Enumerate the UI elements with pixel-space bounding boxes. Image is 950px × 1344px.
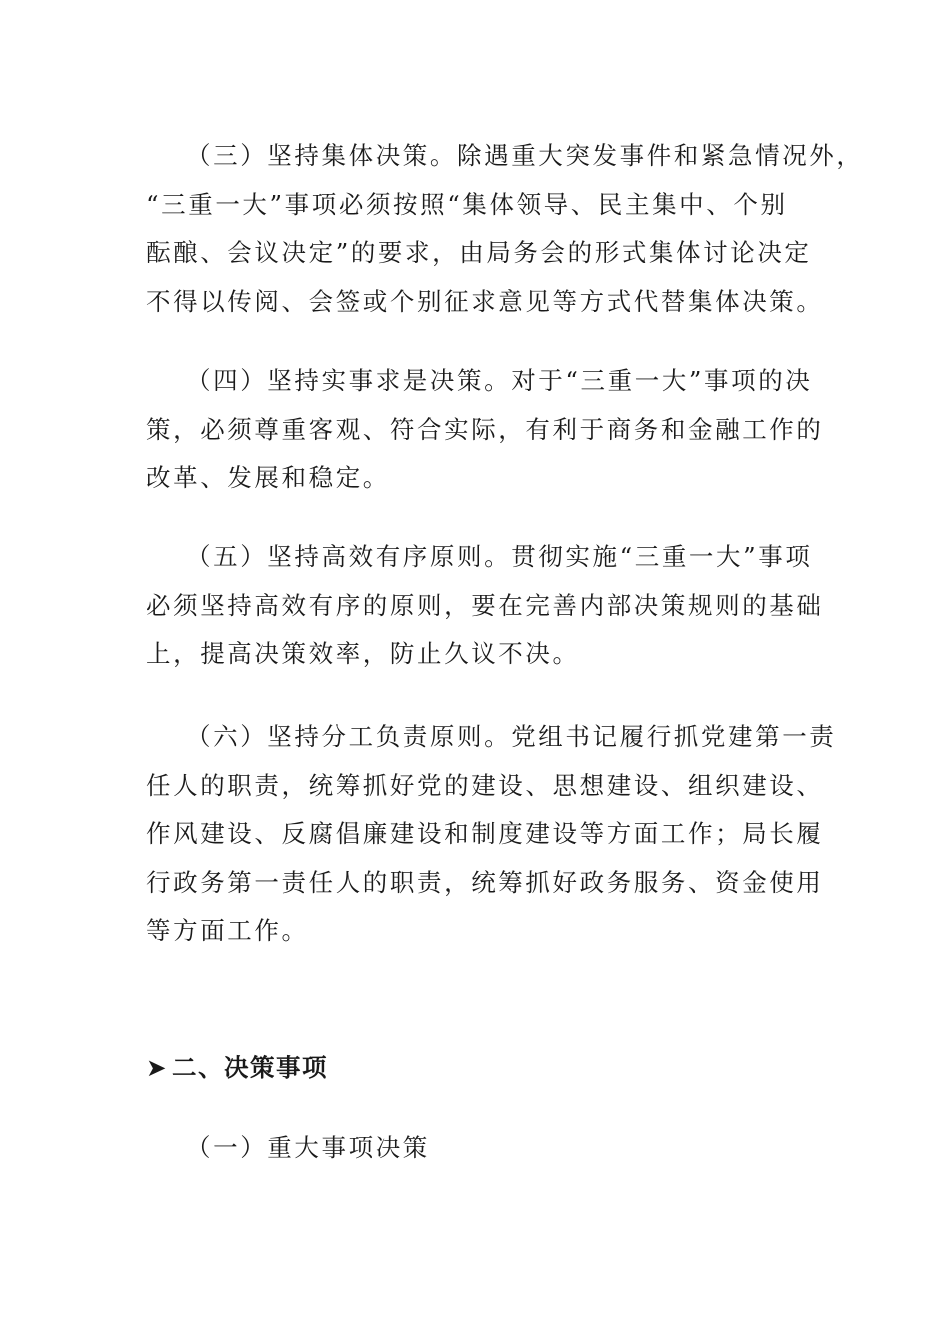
paragraph-efficient-orderly — [146, 533, 824, 679]
section-heading-text: 二、决策事项 — [172, 1053, 329, 1082]
arrow-bullet-icon: ➤ — [146, 1053, 169, 1082]
paragraph-line: 上，提高决策效率，防止久议不决。 — [146, 639, 580, 668]
paragraph-seek-truth — [146, 357, 824, 503]
section-heading — [146, 1048, 328, 1088]
paragraph-line: 必须坚持高效有序的原则，要在完善内部决策规则的基础 — [146, 590, 824, 620]
paragraph-line: 酝酿、会议决定”的要求，由局务会的形式集体讨论决定 — [146, 238, 812, 267]
paragraph-line: 行政务第一责任人的职责，统筹抓好政务服务、资金使用 — [146, 867, 824, 897]
paragraph-line: （四）坚持实事求是决策。对于“三重一大”事项的决 — [186, 366, 813, 395]
paragraph-line: （三）坚持集体决策。除遇重大突发事件和紧急情况外， — [186, 141, 864, 170]
paragraph-line: 任人的职责，统筹抓好党的建设、思想建设、组织建设、 — [146, 770, 824, 800]
paragraph-line: （五）坚持高效有序原则。贯彻实施“三重一大”事项 — [186, 542, 813, 571]
paragraph-collective-decision — [146, 132, 864, 326]
paragraph-line: 作风建设、反腐倡廉建设和制度建设等方面工作；局长履 — [146, 819, 824, 848]
paragraph-line: 等方面工作。 — [146, 916, 309, 945]
paragraph-line: （六）坚持分工负责原则。党组书记履行抓党建第一责 — [186, 722, 837, 751]
paragraph-line: 不得以传阅、会签或个别征求意见等方式代替集体决策。 — [146, 286, 824, 316]
subsection-heading: （一）重大事项决策 — [186, 1133, 430, 1162]
paragraph-line: “三重一大”事项必须按照“集体领导、民主集中、个别 — [146, 189, 788, 219]
paragraph-division-responsibility — [146, 713, 837, 956]
paragraph-line: 策，必须尊重客观、符合实际，有利于商务和金融工作的 — [146, 414, 824, 444]
paragraph-line: 改革、发展和稳定。 — [146, 463, 390, 492]
